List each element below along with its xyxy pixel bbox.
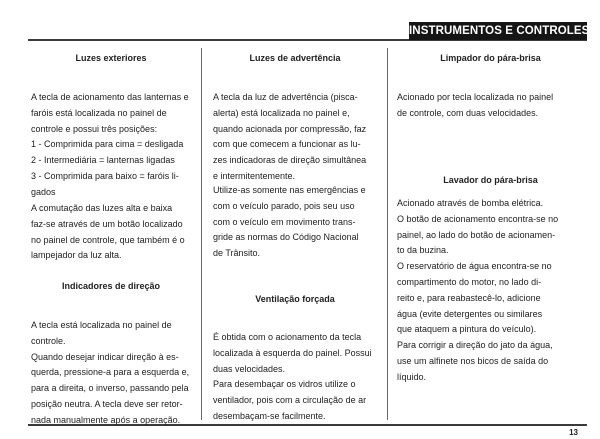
heading-lavador-parabrisa: Lavador do pára-brisa bbox=[443, 175, 538, 185]
paragraph-ventilacao: É obtida com o acionamento da tecla localizada à esquerda do painel. Possui duas velocidades. Para desembaçar os vidros utilize o ventilador, pois com a circulação de ar desembaçam-se facilmente. bbox=[213, 332, 372, 421]
heading-limpador-parabrisa: Limpador do pára-brisa bbox=[440, 53, 541, 63]
paragraph-lanternas-farois: A tecla de acionamento das lanternas e faróis está localizada no painel de controle e possui três posições: 1 - Comprimida para cima = desligada 2 - Intermediária = lanternas ligadas 3 - Comprimida para baixo = faróis li- gados bbox=[31, 92, 189, 197]
paragraph-pisca-alerta: A tecla da luz de advertência (pisca- alerta) está localizada no painel e, quando acionada por compressão, faz com que comecem a funcionar as lu- zes indicadoras de direção simultânea e intermitentemente. bbox=[213, 92, 367, 181]
section-banner: INSTRUMENTOS E CONTROLES bbox=[409, 22, 587, 40]
heading-indicadores-direcao: Indicadores de direção bbox=[61, 281, 161, 291]
column-divider-2 bbox=[387, 48, 388, 420]
heading-ventilacao-forcada: Ventilação forçada bbox=[255, 294, 335, 304]
page-number: 13 bbox=[569, 428, 578, 437]
paragraph-indicadores-direcao: A tecla está localizada no painel de controle. Quando desejar indicar direção à es- querda, pressione-a para a esquerda e, para a direita, o inverso, passando pela posição neutra. A tecla deve ser retor- nada manualmente após a operação. bbox=[31, 320, 190, 425]
column-divider-1 bbox=[201, 48, 202, 420]
paragraph-uso-emergencia: Utilize-as somente nas emergências e com o veículo parado, pois seu uso com o veículo em movimento trans- gride as normas do Código Nacional de Trânsito. bbox=[213, 185, 366, 259]
heading-luzes-advertencia: Luzes de advertência bbox=[249, 53, 341, 63]
paragraph-limpador: Acionado por tecla localizada no painel de controle, com duas velocidades. bbox=[397, 92, 554, 118]
heading-luzes-exteriores: Luzes exteriores bbox=[75, 53, 147, 63]
paragraph-comutacao-luzes: A comutação das luzes alta e baixa faz-se através de um botão localizado no painel de controle, que também é o lampejador da luz alta. bbox=[31, 203, 185, 261]
paragraph-lavador: Acionado através de bomba elétrica. O botão de acionamento encontra-se no painel, ao lado do botão de acionamen- to da buzina. O reservatório de água encontra-se no compartimento do motor, no lado di- reito e, para reabastecê-lo, adicione água (evite detergentes ou similares que ataquem a pintura do veículo). Para corrigir a direção do jato da água, use um alfinete nos bicos de saída do líquido. bbox=[397, 198, 559, 382]
